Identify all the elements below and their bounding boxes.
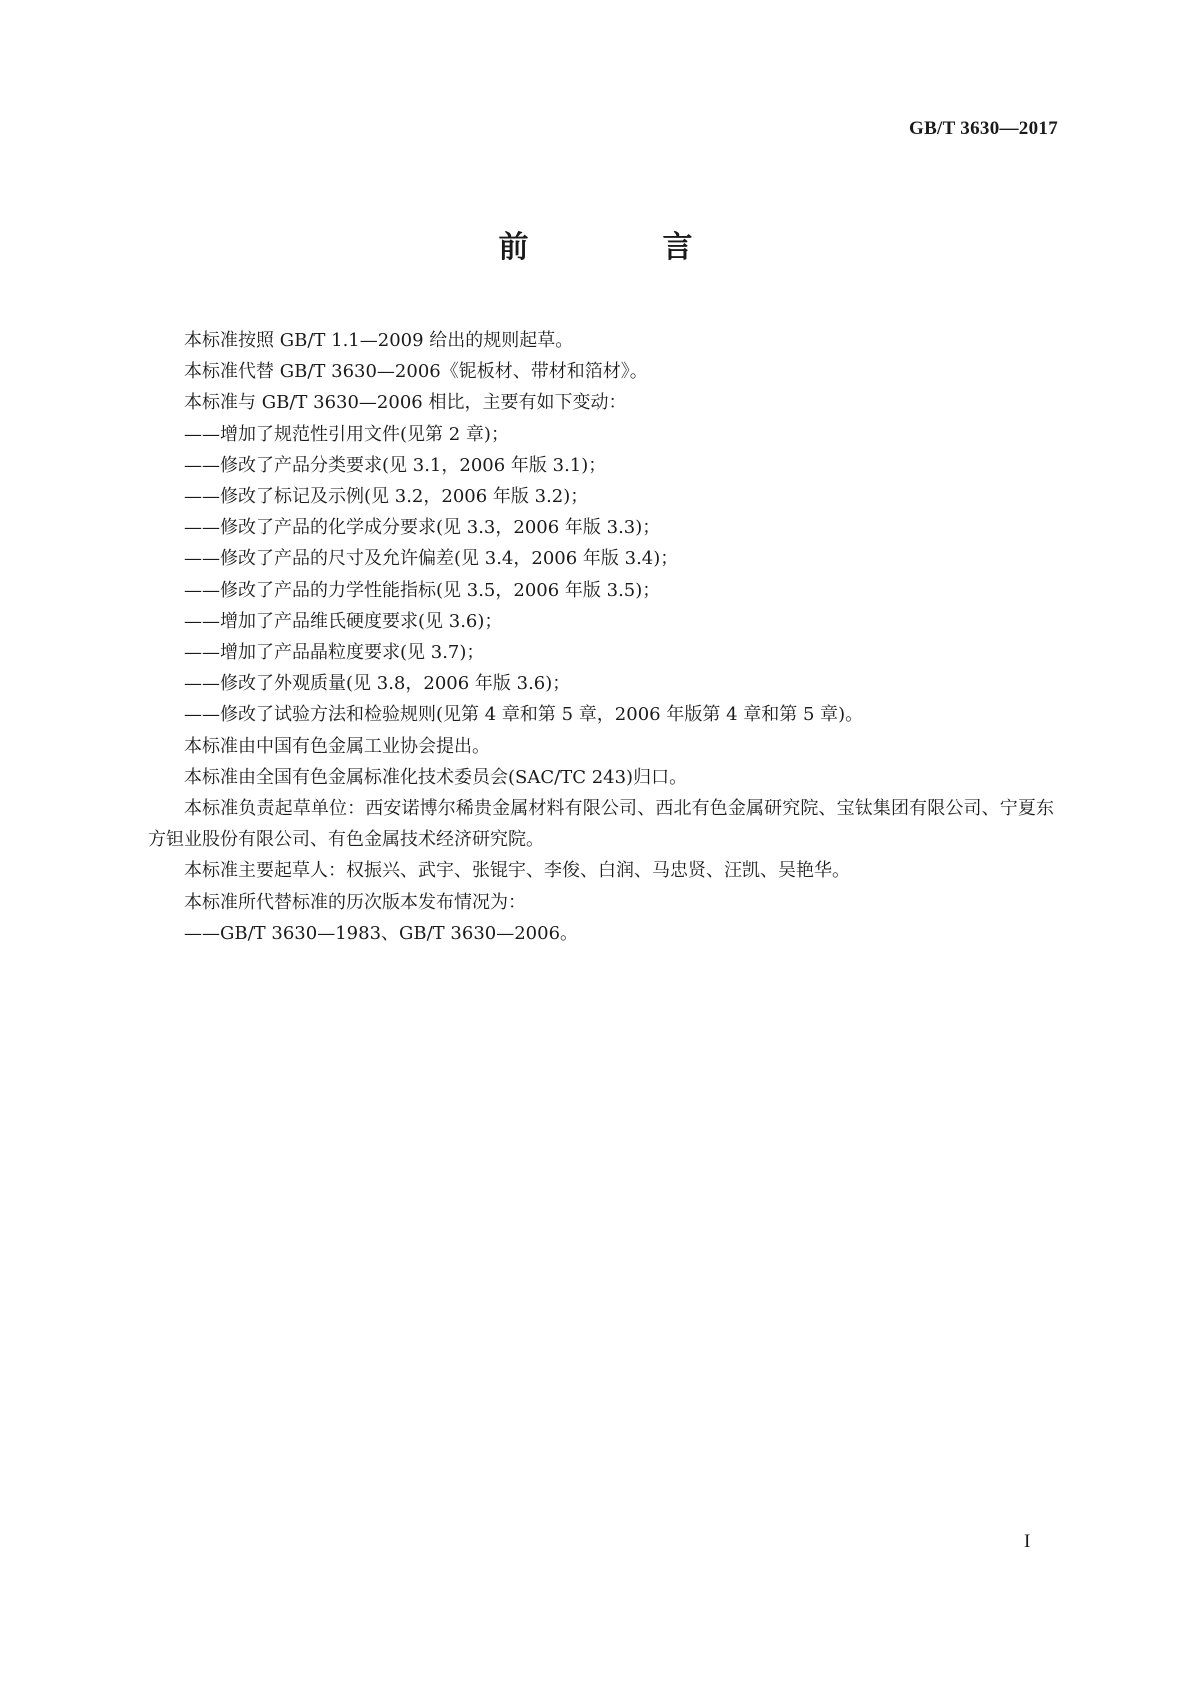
- change-item: ——修改了产品分类要求(见 3.1，2006 年版 3.1)；: [184, 454, 607, 476]
- change-item: ——修改了试验方法和检验规则(见第 4 章和第 5 章，2006 年版第 4 章和第 5 章)。: [184, 704, 864, 726]
- change-item: ——修改了标记及示例(见 3.2，2006 年版 3.2)；: [184, 486, 589, 508]
- paragraph-drafters: 本标准主要起草人：权振兴、武宇、张锟宇、李俊、白润、马忠贤、汪凯、吴艳华。: [184, 860, 850, 882]
- change-item: ——增加了产品晶粒度要求(见 3.7)；: [184, 642, 485, 664]
- change-item: ——增加了产品维氏硬度要求(见 3.6)；: [184, 610, 503, 632]
- change-item: ——修改了产品的力学性能指标(见 3.5，2006 年版 3.5)；: [184, 579, 661, 601]
- change-item: ——修改了产品的化学成分要求(见 3.3，2006 年版 3.3)；: [184, 517, 661, 539]
- history-item: ——GB/T 3630—1983、GB/T 3630—2006。: [184, 922, 579, 944]
- foreword-body: [148, 325, 1054, 949]
- change-item: ——修改了外观质量(见 3.8，2006 年版 3.6)；: [184, 673, 571, 695]
- paragraph-changes-intro: 本标准与 GB/T 3630—2006 相比，主要有如下变动：: [184, 392, 627, 414]
- change-item: ——增加了规范性引用文件(见第 2 章)；: [184, 423, 509, 445]
- paragraph-history-intro: 本标准所代替标准的历次版本发布情况为：: [184, 891, 526, 913]
- paragraph-drafting-units: 本标准负责起草单位：西安诺博尔稀贵金属材料有限公司、西北有色金属研究院、宝钛集团有限公司、宁夏东方钽业股份有限公司、有色金属技术经济研究院。: [148, 798, 1054, 851]
- paragraph-proposer: 本标准由中国有色金属工业协会提出。: [184, 735, 490, 757]
- paragraph-centralized: 本标准由全国有色金属标准化技术委员会(SAC/TC 243)归口。: [184, 766, 688, 788]
- paragraph-drafting-rules: 本标准按照 GB/T 1.1—2009 给出的规则起草。: [184, 330, 574, 351]
- page-title: 前 言: [498, 230, 745, 265]
- standard-code: GB/T 3630—2017: [908, 118, 1058, 139]
- page-number: I: [1024, 1531, 1031, 1552]
- paragraph-replaces: 本标准代替 GB/T 3630—2006《铌板材、带材和箔材》。: [184, 361, 648, 383]
- change-item: ——修改了产品的尺寸及允许偏差(见 3.4，2006 年版 3.4)；: [184, 548, 679, 570]
